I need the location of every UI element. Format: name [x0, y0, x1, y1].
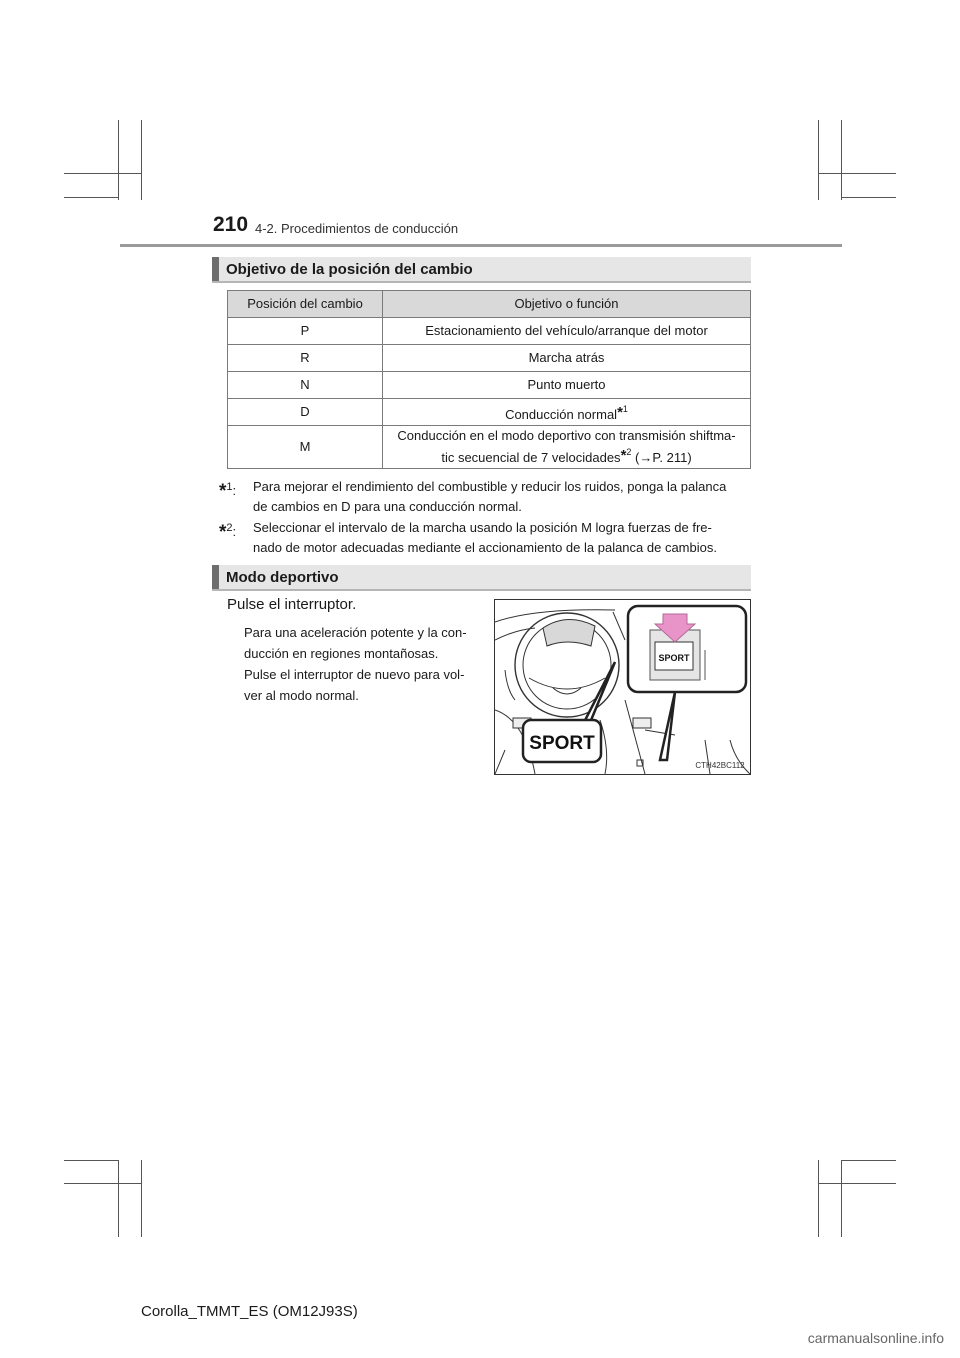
crop-mark — [818, 120, 819, 200]
table-row — [228, 399, 751, 426]
page-number: 210 — [213, 213, 249, 236]
description-line: ver al modo normal. — [244, 688, 359, 703]
footnote-star: * — [219, 522, 227, 543]
crop-mark — [818, 173, 896, 174]
crop-mark — [118, 120, 119, 200]
footnote-text: nado de motor adecuadas mediante el accionamiento de la palanca de cambios. — [253, 540, 717, 555]
table-row — [228, 426, 751, 469]
table-row — [228, 372, 751, 399]
shift-function: Estacionamiento del vehículo/arranque del motor — [383, 318, 751, 345]
crop-mark — [64, 197, 119, 198]
crop-mark — [841, 120, 842, 200]
shift-function: Punto muerto — [383, 372, 751, 399]
footnote-star: * — [617, 404, 623, 421]
footnote-ref: 1 — [622, 404, 628, 414]
crop-mark — [64, 1183, 141, 1184]
section-breadcrumb: 4-2. Procedimientos de conducción — [255, 221, 459, 236]
shift-position: M — [228, 426, 383, 469]
sport-switch-illustration — [494, 599, 751, 775]
shift-function: Marcha atrás — [383, 345, 751, 372]
footnote-text: Seleccionar el intervalo de la marcha usando la posición M logra fuerzas de fre- — [253, 520, 712, 535]
manual-id: Corolla_TMMT_ES (OM12J93S) — [141, 1303, 358, 1320]
section-heading-title: Objetivo de la posición del cambio — [226, 261, 473, 278]
crop-mark — [141, 1160, 142, 1237]
shift-function — [383, 399, 751, 426]
table-header-position: Posición del cambio — [228, 291, 383, 318]
footnote-text: Para mejorar el rendimiento del combustible y reducir los ruidos, ponga la palanca — [253, 479, 727, 494]
footnote-star: * — [620, 447, 627, 464]
crop-mark — [141, 120, 142, 200]
arrow-icon: → — [639, 450, 653, 465]
figure-code: CTH42BC112 — [695, 761, 745, 770]
shift-position: N — [228, 372, 383, 399]
table-row — [228, 345, 751, 372]
shift-function-text: Conducción normal — [505, 407, 618, 422]
crop-mark — [64, 1160, 119, 1161]
shift-position-table — [227, 290, 751, 469]
crop-mark — [841, 1160, 896, 1161]
footnote-star: * — [219, 481, 227, 502]
section-heading-sport-mode — [212, 565, 751, 591]
shift-function-line1: Conducción en el modo deportivo con transmisión shiftma- — [397, 428, 736, 443]
footnote-text: de cambios en D para una conducción normal. — [253, 499, 522, 514]
description-line: ducción en regiones montañosas. — [244, 646, 439, 661]
shift-position: P — [228, 318, 383, 345]
header-rule — [120, 244, 842, 247]
shift-position: R — [228, 345, 383, 372]
footnote-2: *$^2$: Seleccionar el intervalo de la marcha usando la posición M logra fuerzas de fre- nado de motor adecuadas mediante el accionamiento de la palanca de cambios. — [219, 518, 749, 558]
sport-callout-label: SPORT — [529, 733, 595, 754]
description-line: Pulse el interruptor de nuevo para vol- — [244, 667, 465, 682]
dashboard-drawing — [495, 600, 750, 774]
shift-position: D — [228, 399, 383, 426]
crop-mark — [64, 173, 141, 174]
crop-mark — [818, 1183, 896, 1184]
shift-function-line2: tic secuencial de 7 velocidades — [441, 450, 621, 465]
section-heading-bar — [212, 565, 219, 589]
sport-mode-description — [244, 622, 476, 706]
watermark: carmanualsonline.info — [807, 1330, 944, 1346]
crop-mark — [118, 1160, 119, 1237]
crop-mark — [841, 1160, 842, 1237]
crop-mark — [841, 197, 896, 198]
table-row — [228, 318, 751, 345]
footnote-mark: 1 — [226, 481, 233, 493]
table-header-row — [228, 291, 751, 318]
section-heading-title: Modo deportivo — [226, 569, 339, 586]
shift-function: Conducción en el modo deportivo con transmisión shiftma- tic secuencial de 7 velocidades*$^2$ (→P. 211) — [383, 426, 751, 469]
sport-button-label: SPORT — [658, 653, 690, 663]
section-heading-bar — [212, 257, 219, 281]
instruction-text: Pulse el interruptor. — [227, 596, 357, 613]
footnote-1: *$^1$: Para mejorar el rendimiento del combustible y reducir los ruidos, ponga la palanca de cambios en D para una conducción normal. — [219, 477, 749, 517]
description-line: Para una aceleración potente y la con- — [244, 625, 467, 640]
crop-mark — [818, 1160, 819, 1237]
section-heading-shift-position — [212, 257, 751, 283]
table-header-function: Objetivo o función — [383, 291, 751, 318]
footnote-ref: 2 — [626, 447, 632, 457]
page-reference-link[interactable]: P. 211 — [652, 450, 688, 465]
footnote-mark: 2 — [226, 522, 233, 534]
